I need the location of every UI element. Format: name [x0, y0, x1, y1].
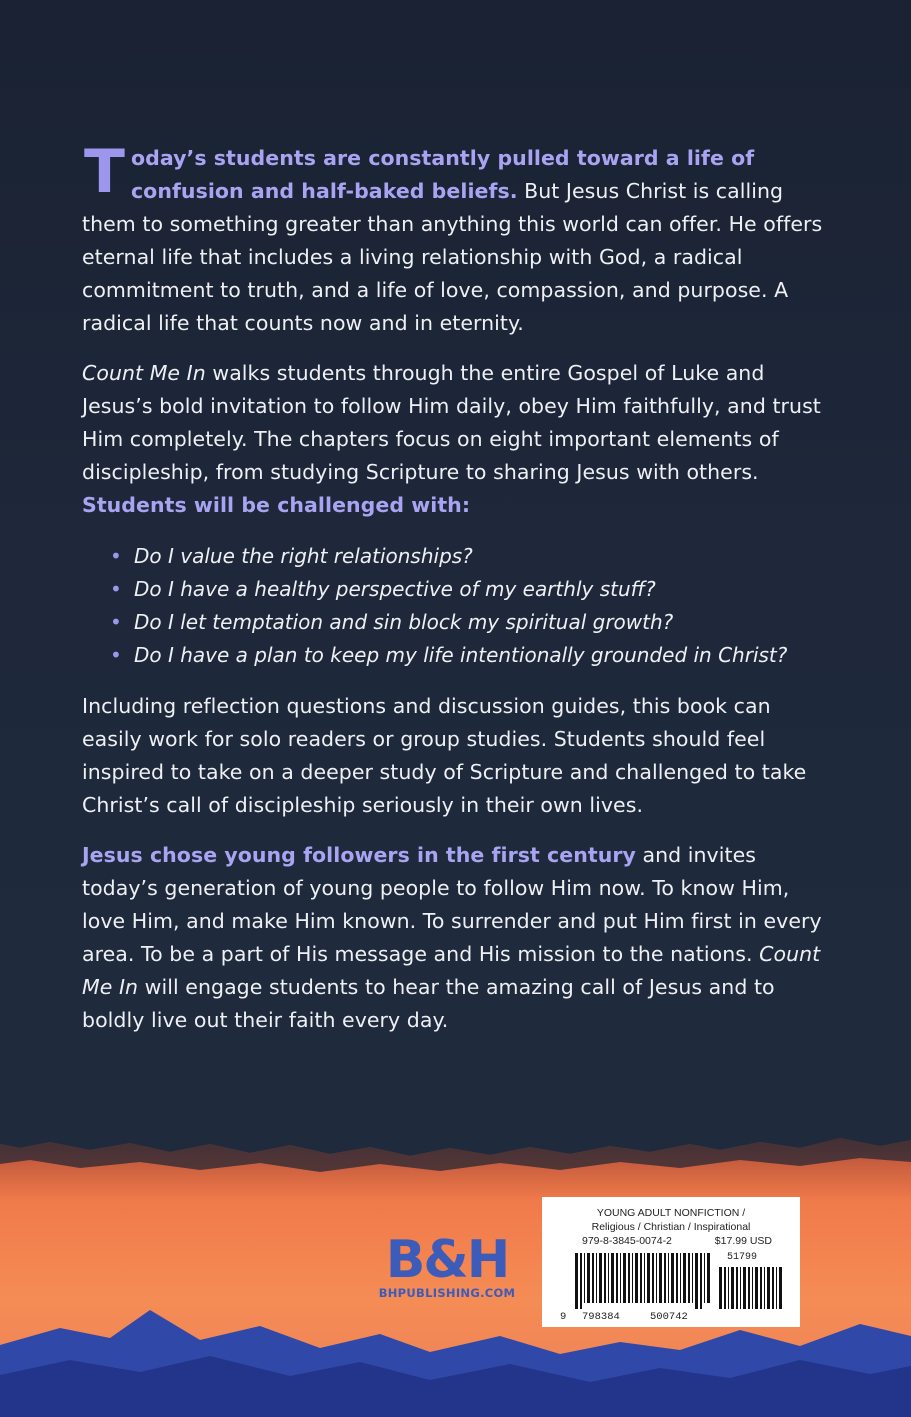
publisher-logo: [352, 1232, 542, 1300]
barcode-bar: [659, 1253, 662, 1303]
barcode-bar: [760, 1267, 762, 1309]
barcode-bar: [748, 1267, 750, 1309]
barcode-bar: [752, 1267, 753, 1309]
dark-ridge: [0, 1100, 911, 1190]
intro-lead: oday’s students are constantly pulled toward a life of confusion and half-baked beliefs.: [130, 146, 755, 203]
barcode-bar: [692, 1253, 693, 1303]
barcode-addon-bars: [718, 1267, 782, 1309]
barcode-lead-digit: 9: [560, 1311, 567, 1323]
subcategory-line: Religious / Christian / Inspirational: [591, 1221, 751, 1233]
barcode-bar: [728, 1267, 729, 1309]
barcode-bar: [668, 1253, 669, 1303]
book-title-inline: Count Me In: [82, 942, 821, 999]
barcode-bar: [683, 1253, 686, 1303]
barcode-bar: [599, 1253, 602, 1303]
barcode-bar: [740, 1267, 741, 1309]
barcode-bar: [680, 1253, 681, 1303]
barcode: [552, 1253, 790, 1325]
barcode-bar: [635, 1253, 638, 1303]
barcode-bar: [587, 1253, 590, 1303]
barcode-bar: [592, 1253, 594, 1303]
barcode-bar: [743, 1267, 746, 1309]
publisher-url: BHPUBLISHING.COM: [378, 1286, 516, 1300]
price: $17.99 USD: [714, 1235, 772, 1247]
barcode-bar: [575, 1253, 578, 1309]
barcode-bar: [616, 1253, 618, 1303]
bullet-icon: •: [110, 610, 122, 634]
cover-copy: [82, 137, 827, 1037]
barcode-bar: [724, 1267, 726, 1309]
book-title-inline: Count Me In: [82, 361, 206, 385]
barcode-bar: [652, 1253, 654, 1303]
bullet-icon: •: [110, 544, 122, 568]
barcode-bar: [776, 1267, 777, 1309]
barcode-bar: [695, 1253, 698, 1309]
barcode-bar: [644, 1253, 645, 1303]
barcode-bar: [764, 1267, 765, 1309]
barcode-bar: [779, 1267, 782, 1309]
intro-rest: But Jesus Christ is calling them to something greater than anything this world can offer. He offers eternal life that includes a living relationship with God, a radical commitment to truth, and a life of love, compassion, and purpose. A radical life that counts now and in eternity.: [82, 179, 823, 335]
barcode-bar: [755, 1267, 758, 1309]
closing-lead: Jesus chose young followers in the first century: [82, 843, 636, 867]
barcode-right-digits: 500742: [650, 1311, 688, 1323]
list-item: • Do I have a healthy perspective of my earthly stuff?: [110, 573, 827, 606]
price-barcode-label: [542, 1197, 800, 1327]
barcode-bar: [620, 1253, 621, 1303]
barcode-bar: [623, 1253, 626, 1303]
barcode-bar: [719, 1267, 722, 1309]
barcode-bar: [640, 1253, 642, 1303]
barcode-bar: [688, 1253, 690, 1303]
summary-paragraph: [82, 357, 827, 489]
list-item: • Do I have a plan to keep my life intentionally grounded in Christ?: [110, 639, 827, 672]
bh-logo-mark: B&H: [385, 1230, 509, 1290]
intro-paragraph: [82, 137, 827, 340]
closing-paragraph: Jesus chose young followers in the first century and invites today’s generation of young people to follow Him now. To know Him, love Him, and make Him known. To surrender and put Him first in every area. To be a part of His message and His mission to the nations. Count Me In will engage students to hear the amazing call of Jesus and to boldly live out their faith every day.: [82, 843, 822, 1032]
barcode-bar: [707, 1253, 710, 1303]
barcode-bar: [596, 1253, 597, 1303]
isbn-price-line: [552, 1234, 790, 1248]
list-item: • Do I let temptation and sin block my spiritual growth?: [110, 606, 827, 639]
features-paragraph: Including reflection questions and discussion guides, this book can easily work for solo readers or group studies. Students should feel inspired to take on a deeper study of Scripture and challenged to take Christ’s call of discipleship seriously in their own lives.: [82, 694, 807, 817]
barcode-bar: [664, 1253, 666, 1303]
barcode-left-digits: 798384: [582, 1311, 620, 1323]
isbn: 979-8-3845-0074-2: [582, 1235, 672, 1247]
barcode-bar: [772, 1267, 774, 1309]
list-item: • Do I value the right relationships?: [110, 540, 827, 573]
barcode-bar: [604, 1253, 606, 1303]
bullet-icon: •: [110, 577, 122, 601]
barcode-bar: [731, 1267, 734, 1309]
barcode-bar: [632, 1253, 633, 1303]
barcode-bars: [574, 1253, 712, 1309]
barcode-bar: [580, 1253, 582, 1309]
barcode-bar: [628, 1253, 630, 1303]
barcode-bar: [704, 1253, 705, 1303]
summary-text: walks students through the entire Gospel of Luke and Jesus’s bold invitation to follow Him daily, obey Him faithfully, and trust Him completely. The chapters focus on eight important elements of discipleship, from studying Scripture to sharing Jesus with others.: [82, 361, 821, 484]
barcode-bar: [671, 1253, 674, 1303]
challenge-heading: Students will be challenged with:: [82, 493, 471, 517]
barcode-bar: [647, 1253, 650, 1303]
barcode-bar: [676, 1253, 678, 1303]
barcode-bar: [611, 1253, 614, 1303]
barcode-bar: [656, 1253, 657, 1303]
barcode-bar: [736, 1267, 738, 1309]
barcode-bar: [584, 1253, 585, 1303]
barcode-bar: [767, 1267, 770, 1309]
barcode-bar: [608, 1253, 609, 1303]
category-line: YOUNG ADULT NONFICTION /: [596, 1207, 746, 1219]
question-list: [82, 540, 827, 672]
barcode-addon-number: 51799: [727, 1252, 758, 1263]
drop-cap: T: [84, 137, 125, 207]
bullet-icon: •: [110, 643, 122, 667]
barcode-bar: [700, 1253, 702, 1309]
